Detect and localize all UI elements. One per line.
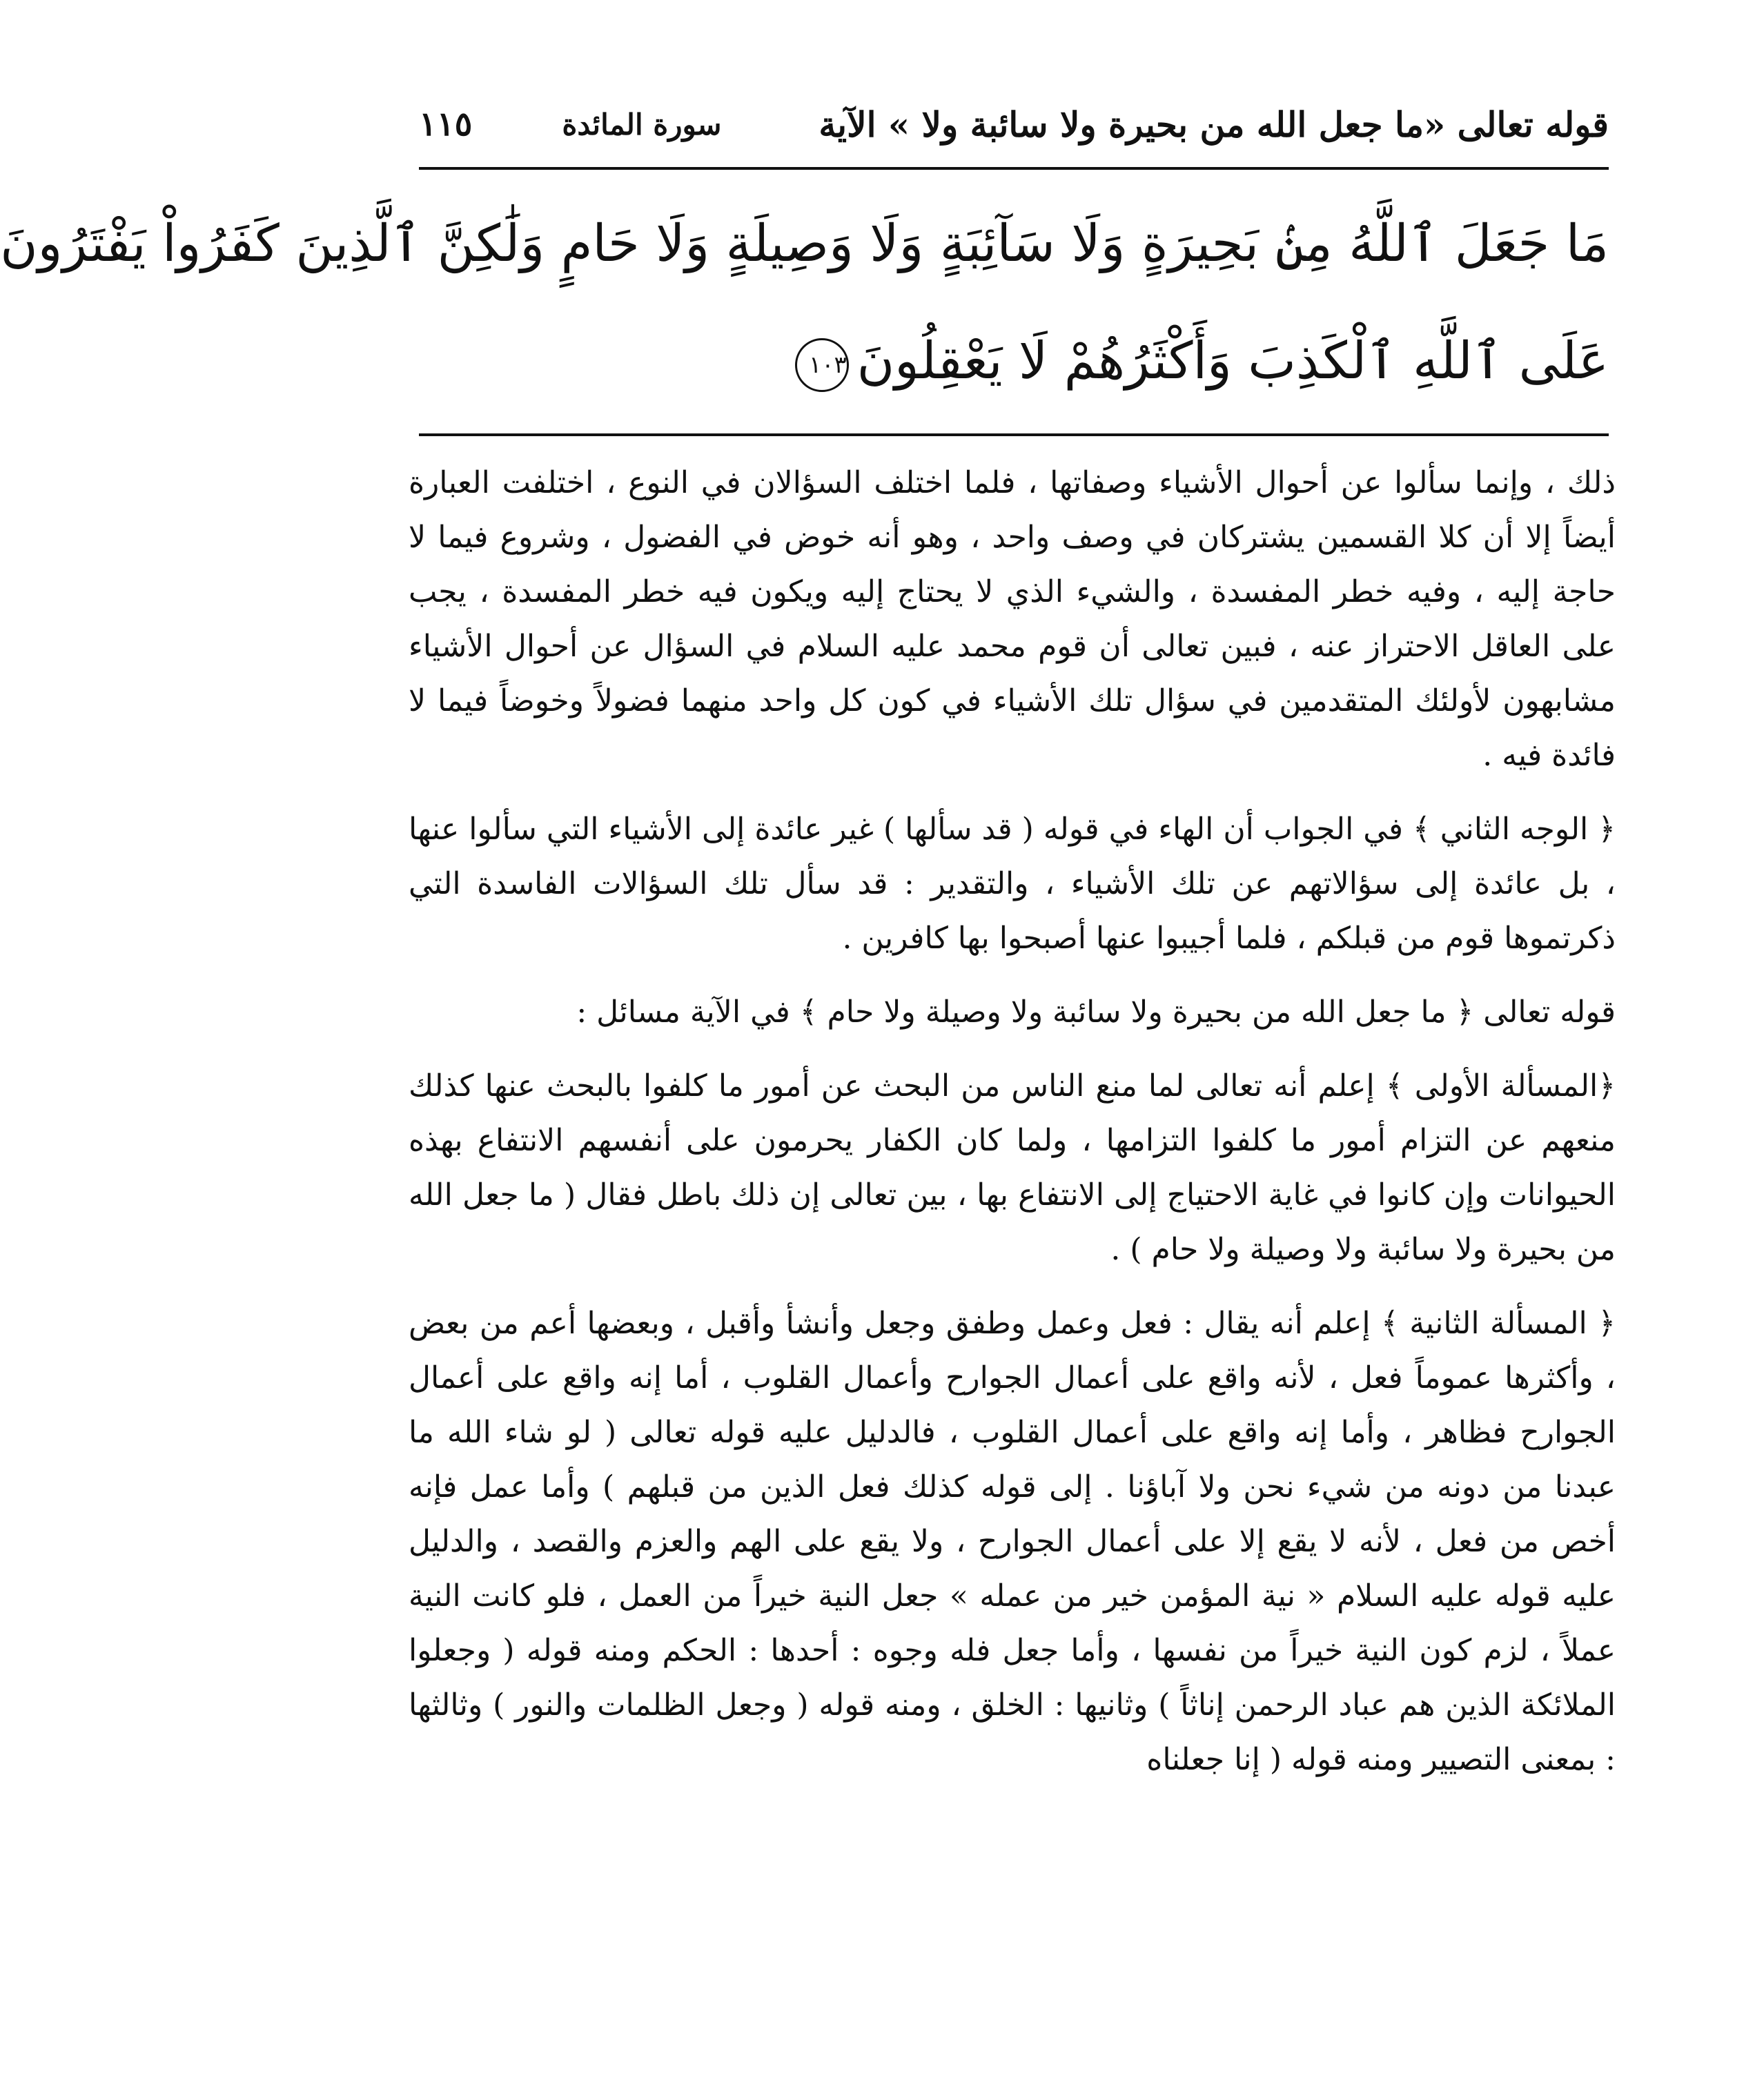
ayah-number-marker: ١٠٣ — [795, 338, 849, 392]
paragraph-1: ذلك ، وإنما سألوا عن أحوال الأشياء وصفاتها ، فلما اختلف السؤالان في النوع ، اختلفت العبارة أيضاً إلا أن كلا القسمين يشتركان في وصف واحد ، وهو أنه خوض في الفضول ، وشروع فيما لا حاجة إليه ، وفيه خطر المفسدة ، والشيء الذي لا يحتاج إليه ويكون فيه خطر المفسدة ، يجب على العاقل الاحتراز عنه ، فبين تعالى أن قوم محمد عليه السلام في السؤال عن أحوال الأشياء مشابهون لأولئك المتقدمين في سؤال تلك الأشياء في كون كل واحد منهما فضولاً وخوضاً فيما لا فائدة فيه . — [409, 465, 1616, 773]
running-header — [419, 90, 1609, 159]
paragraph-2: ﴿ الوجه الثاني ﴾ في الجواب أن الهاء في قوله ( قد سألها ) غير عائدة إلى الأشياء التي سألوا عنها ، بل عائدة إلى سؤالاتهم عن تلك الأشياء ، والتقدير : قد سأل تلك السؤالات الفاسدة التي ذكرتموها قوم من قبلكم ، فلما أجيبوا عنها أصبحوا بها كافرين . — [409, 812, 1616, 956]
verse-line-1: مَا جَعَلَ ٱللَّهُ مِنۢ بَحِيرَةٍ وَلَا سَآئِبَةٍ وَلَا وَصِيلَةٍ وَلَا حَامٍ وَلَٰكِنَّ ٱلَّذِينَ كَفَرُواْ يَفْتَرُونَ — [0, 214, 1609, 273]
header-divider — [419, 167, 1609, 170]
commentary-text — [409, 456, 1616, 1806]
verse-line-2 — [419, 302, 1609, 420]
verse-line-2-text: عَلَى ٱللَّهِ ٱلْكَذِبَ وَأَكْثَرُهُمْ لَا يَعْقِلُونَ — [856, 331, 1609, 391]
paragraph-4: ﴿المسألة الأولى ﴾ إعلم أنه تعالى لما منع الناس من البحث عن أمور ما كلفوا بالبحث عنها كذلك منعهم عن التزام أمور ما كلفوا التزامها ، ولما كان الكفار يحرمون على أنفسهم الانتفاع بهذه الحيوانات وإن كانوا في غاية الاحتياج إلى الانتفاع بها ، بين تعالى إن ذلك باطل فقال ( ما جعل الله من بحيرة ولا سائبة ولا وصيلة ولا حام ) . — [409, 1068, 1616, 1267]
paragraph-3: قوله تعالى ﴿ ما جعل الله من بحيرة ولا سائبة ولا وصيلة ولا حام ﴾ في الآية مسائل : — [576, 995, 1616, 1030]
header-title: قوله تعالى «ما جعل الله من بحيرة ولا سائبة ولا » الآية — [819, 104, 1609, 145]
page-number: ١١٥ — [419, 105, 473, 144]
verse-divider — [419, 433, 1609, 436]
paragraph-5: ﴿ المسألة الثانية ﴾ إعلم أنه يقال : فعل وعمل وطفق وجعل وأنشأ وأقبل ، وبعضها أعم من بعض ، وأكثرها عموماً فعل ، لأنه واقع على أعمال الجوارح وأعمال القلوب ، أما إنه واقع على أعمال الجوارح فظاهر ، وأما إنه واقع على أعمال القلوب ، فالدليل عليه قوله تعالى ( لو شاء الله ما عبدنا من دونه من شيء نحن ولا آباؤنا . إلى قوله كذلك فعل الذين من قبلهم ) وأما عمل فإنه أخص من فعل ، لأنه لا يقع إلا على أعمال الجوارح ، ولا يقع على الهم والعزم والقصد ، والدليل عليه قوله عليه السلام « نية المؤمن خير من عمله » جعل النية خيراً من العمل ، فلو كانت النية عملاً ، لزم كون النية خيراً من نفسها ، وأما جعل فله وجوه : أحدها : الحكم ومنه قوله ( وجعلوا الملائكة الذين هم عباد الرحمن إناثاً ) وثانيها : الخلق ، ومنه قوله ( وجعل الظلمات والنور ) وثالثها : بمعنى التصيير ومنه قوله ( إنا جعلناه — [409, 1306, 1616, 1777]
quran-verse — [0, 185, 1609, 420]
surah-name: سورة المائدة — [562, 107, 722, 141]
